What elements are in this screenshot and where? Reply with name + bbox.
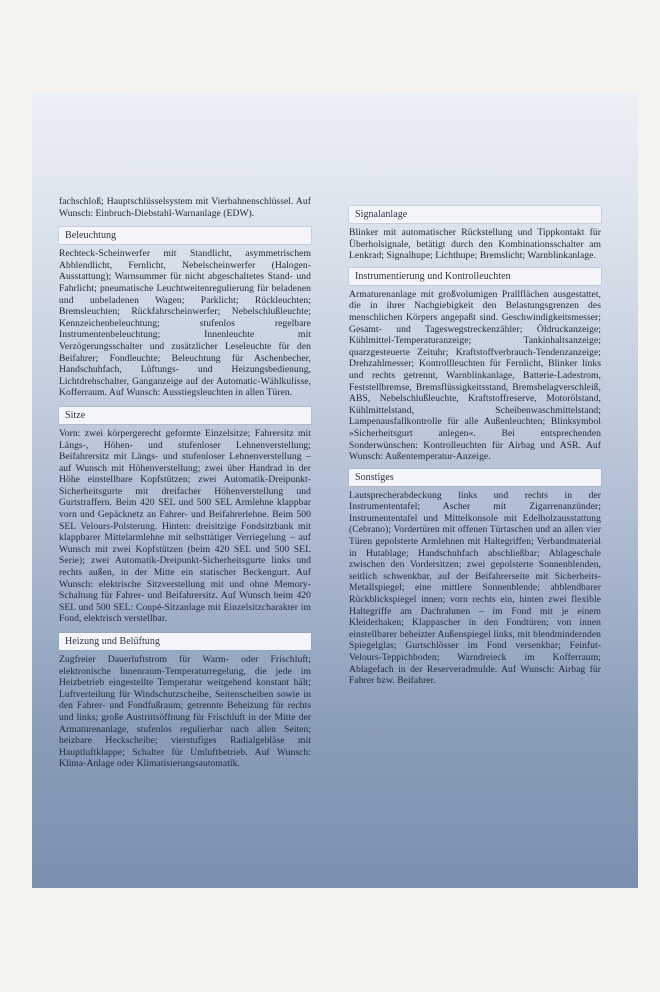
section-text-beleuchtung: Rechteck-Scheinwerfer mit Standlicht, asymmetrischem Abblendlicht, Fernlicht, Nebelscheinwerfer (Halogen-Ausstattung); Warnsummer für nicht abgeschaltetes Stand- und Fahrlicht; pneumatische Leuchtweitenregulierung für beladenen und unbeladenen Wagen; Parklicht; Rückleuchten; Bremsleuchten; Rückfahrscheinwerfer; Nebelschlußleuchte; Kennzeichenbeleuchtung; stufenlos regelbare Instrumentenbeleuchtung; Innenleuchte mit Verzögerungsschalter und zusätzlicher Leseleuchte für den Beifahrer; Fondleuchte; Beleuchtung für Aschenbecher, Handschuhfach, Lüftungs- und Heizungsbedienung, Lichtdrehschalter, Ganganzeige auf der Automatic-Wählkulisse, Kofferraum. Auf Wunsch: Ausstiegsleuchten in allen Türen. (59, 248, 311, 399)
section-text-instrumentierung: Armaturenanlage mit großvolumigen Prallflächen ausgestattet, die in ihrer Nachgiebigkeit den Belastungsgrenzen des menschlichen Körpers angepaßt sind. Geschwindigkeitsmesser; Gesamt- und Tageswegstreckenzähler; Öldruckanzeige; Kühlmittel-Temperaturanzeige; Tankinhaltsanzeige; quarzgesteuerte Zeituhr; Kraftstoffverbrauch-Tendenzanzeige; Drehzahlmesser; Kontrollleuchten für Fernlicht, Blinker links und rechts getrennt, Warnblinkanlage, Batterie-Ladestrom, Feststellbremse, Bremsflüssigkeitsstand, Bremsbelagverschleiß, ABS, Nebelschlußleuchte, Kraftstoffreserve, Motorölstand, Kühlmittelstand, Scheibenwaschmittelstand; Lampenausfallkontrolle für alle Außenleuchten; Blinksymbol »Sicherheitsgurt anlegen«. Bei entsprechenden Sonderwünschen: Kontrolleuchten für Airbag und ASR. Auf Wunsch: Außentemperatur-Anzeige. (349, 288, 601, 463)
section-heading-beleuchtung: Beleuchtung (59, 227, 311, 244)
left-column (59, 196, 311, 770)
section-text-heizung: Zugfreier Dauerluftstrom für Warm- oder Frischluft; elektronische Innenraum-Temperaturregelung, die jede im Heizbetrieb eingestellte Temperatur weitgehend konstant hält; Luftverteilung für Windschutzscheibe, Seitenscheiben sowie in den Fahrer- und Fondfußraum; getrennte Beheizung für rechts und links; große Austrittsöffnung für Frischluft in der Mitte der Armaturenanlage, stufenlos regulierbar nach allen Seiten; heizbare Heckscheibe; vierstufiges Radialgebläse mit Hauptluftklappe; Schalter für Umluftbetrieb. Auf Wunsch: Klima-Anlage oder Klimatisierungsautomatik. (59, 654, 311, 770)
section-heading-instrumentierung: Instrumentierung und Kontrolleuchten (349, 268, 601, 285)
section-heading-sitze: Sitze (59, 407, 311, 424)
section-heading-sonstiges: Sonstiges (349, 469, 601, 486)
intro-paragraph: fachschloß; Hauptschlüsselsystem mit Vierbahnenschlüssel. Auf Wunsch: Einbruch-Diebstahl-Warnanlage (EDW). (59, 196, 311, 219)
section-heading-signalanlage: Signalanlage (349, 206, 601, 223)
section-text-sonstiges: Lautsprecherabdeckung links und rechts in der Instrumententafel; Ascher mit Zigarrenanzünder; Instrumententafel und Mittelkonsole mit Edelholzausstattung (Cebrano); Vordertüren mit offenen Türtaschen und an allen vier Türen gepolsterte Armlehnen mit Haltegriffen; Verbandmaterial in Hutablage; Handschuhfach abschließbar; Ablageschale zwischen den Vordersitzen; zwei gepolsterte Sonnenblenden, seitlich schwenkbar, auf der Beifahrerseite mit Sicherheits-Metallspiegel; eine mittlere Sonnenblende; abblendbarer Rückblickspiegel innen; vorn rechts ein, hinten zwei flexible Haltegriffe am Dachrahmen – im Fond mit je einem Kleiderhaken; Klappascher in den Fondtüren; von innen einstellbarer beheizter Außenspiegel links, mit blendmindernden Spiegelglas; Gurtschlösser im Fond versenkbar; Feinfut-Velours-Teppichboden; Warndreieck im Kofferraum; Ablagefach in der Reserveradmulde. Auf Wunsch: Airbag für Fahrer bzw. Beifahrer. (349, 489, 601, 687)
section-heading-heizung: Heizung und Belüftung (59, 633, 311, 650)
section-text-sitze: Vorn: zwei körpergerecht geformte Einzelsitze; Fahrersitz mit Längs-, Höhen- und stufenloser Lehnenverstellung; Beifahrersitz mit Längs- und stufenloser Lehnenverstellung – auf Wunsch mit Höhenverstellung; zwei über Handrad in der Höhe einstellbare Kopfstützen; zwei Automatik-Dreipunkt-Sicherheitsgurte mit dreifacher Höhenverstellung und Gurtstraffern. Beim 420 SEL und 500 SEL Armlehne klappbar vorn und Gepäcknetz an Fahrer- und Beifahrerlehne. Beim 500 SEL Velours-Polsterung. Hinten: dreisitzige Fondsitzbank mit klappbarer Mittelarmlehne mit selbsttätiger Verriegelung – auf Wunsch mit zwei Kopfstützen (beim 420 SEL und 500 SEL Serie); zwei Automatik-Dreipunkt-Sicherheitsgurte links und rechts außen, in der Mitte ein statischer Beckengurt. Auf Wunsch: elektrische Sitzverstellung mit und ohne Memory-Schaltung für Fahrer- und Beifahrersitz. Auf Wunsch beim 420 SEL und 500 SEL: Coupé-Sitzanlage mit Einzelsitzcharakter im Fond, elektrisch verstellbar. (59, 427, 311, 625)
right-column (349, 206, 601, 687)
section-text-signalanlage: Blinker mit automatischer Rückstellung und Tippkontakt für Überholsignale, betätigt durch den Kombinationsschalter am Lenkrad; Signalhupe; Lichthupe; Bremslicht; Warnblinkanlage. (349, 227, 601, 262)
